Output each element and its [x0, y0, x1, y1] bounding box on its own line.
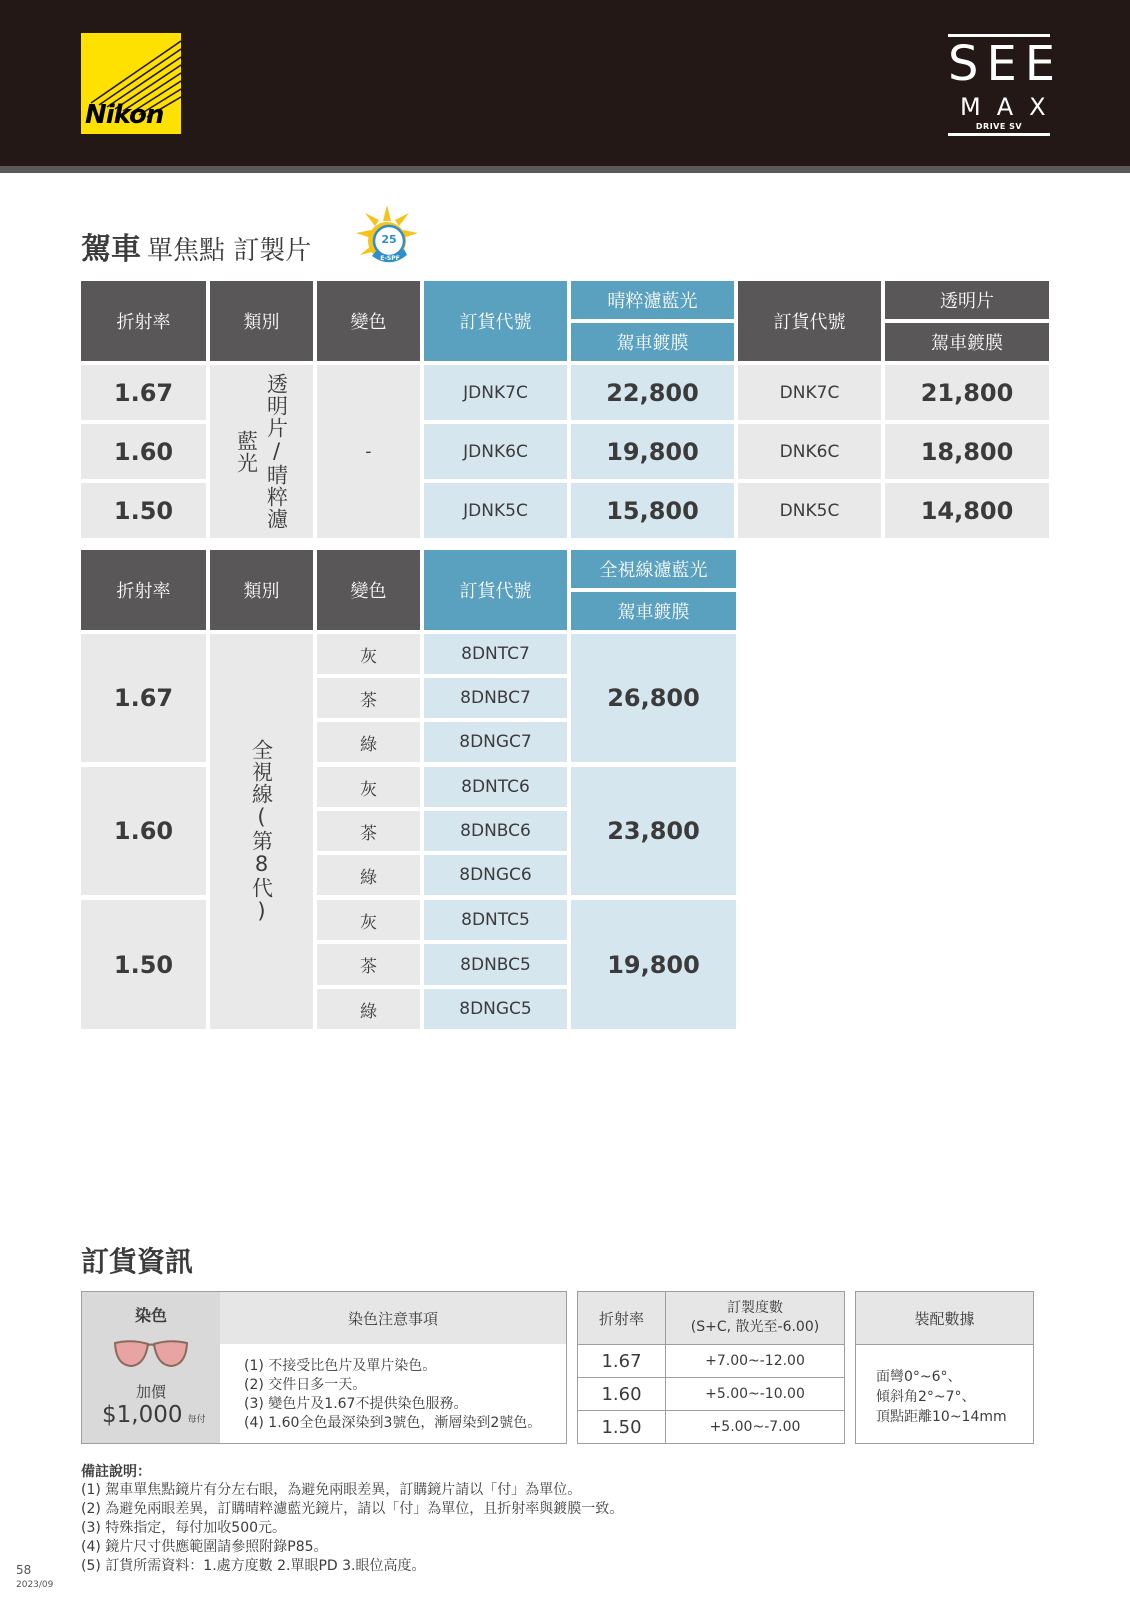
t1-row-index: 1.50 — [81, 483, 206, 538]
t1-row-price-a: 22,800 — [571, 365, 734, 420]
espf-badge-text: E-SPF — [380, 255, 400, 262]
remark-line: (5) 訂貨所需資料：1.處方度數 2.單眼PD 3.眼位高度。 — [81, 1558, 426, 1574]
page-date: 2023/09 — [16, 1580, 54, 1590]
t2-header-order-code: 訂貨代號 — [424, 550, 567, 630]
t1-header-index: 折射率 — [81, 281, 206, 361]
t2-row-color: 綠 — [317, 855, 420, 895]
seemax-logo — [948, 34, 1064, 136]
t1-header-blue-filter: 晴粹濾藍光 — [571, 281, 734, 319]
t1-photochromic-cell: - — [317, 365, 420, 538]
fitting-values — [876, 1367, 1007, 1427]
tint-price-line — [102, 1402, 220, 1434]
power-row-range: +5.00~-7.00 — [709, 1419, 801, 1435]
t2-row-code: 8DNTC5 — [424, 900, 567, 940]
t1-header-coating-a: 駕車鍍膜 — [571, 323, 734, 361]
t1-row-code-a: JDNK7C — [424, 365, 567, 420]
tint-price: $1,000 — [102, 1402, 183, 1428]
t2-row-code: 8DNGC7 — [424, 722, 567, 762]
t2-row-code: 8DNTC6 — [424, 767, 567, 807]
t2-row-color: 茶 — [317, 678, 420, 718]
remark-line: (1) 駕車單焦點鏡片有分左右眼，為避免兩眼差異，訂購鏡片請以「付」為單位。 — [81, 1482, 582, 1498]
tint-head: 染色 — [134, 1305, 167, 1325]
order-info-title: 訂貨資訊 — [81, 1245, 194, 1278]
tint-notes-head: 染色注意事項 — [220, 1292, 566, 1344]
t2-row-code: 8DNGC5 — [424, 989, 567, 1029]
page-title-bold: 駕車 — [81, 232, 141, 267]
t1-row-code-a: JDNK5C — [424, 483, 567, 538]
t2-header-blue-filter: 全視線濾藍光 — [571, 550, 736, 588]
fitting-line: 頂點距離10~14mm — [876, 1409, 1007, 1425]
t2-row-color: 茶 — [317, 811, 420, 851]
t2-row-color: 灰 — [317, 900, 420, 940]
espf-sun-icon — [352, 203, 422, 273]
t2-row-code: 8DNTC7 — [424, 634, 567, 674]
tint-box — [81, 1291, 567, 1444]
t2-header-photochromic: 變色 — [317, 550, 420, 630]
t1-row-code-b: DNK5C — [738, 483, 881, 538]
tint-addon-label: 加價 — [135, 1382, 166, 1401]
nikon-logo-text: Nikon — [85, 100, 164, 130]
remark-line: (4) 鏡片尺寸供應範圍請參照附錄P85。 — [81, 1539, 328, 1555]
power-row-index: 1.67 — [601, 1350, 642, 1372]
page-title — [81, 224, 311, 268]
t2-row-color: 綠 — [317, 989, 420, 1029]
t2-row-color: 灰 — [317, 634, 420, 674]
t2-row-color: 茶 — [317, 944, 420, 985]
tint-price-unit: 每付 — [187, 1415, 206, 1425]
t2-row-color: 灰 — [317, 767, 420, 807]
t1-header-category: 類別 — [210, 281, 313, 361]
fitting-line: 面彎0°~6°、 — [876, 1369, 962, 1385]
tint-note: (2) 交件日多一天。 — [244, 1377, 367, 1393]
power-row-range: +7.00~-12.00 — [705, 1353, 805, 1369]
remarks-list — [81, 1481, 623, 1576]
page-header — [0, 0, 1130, 166]
power-row-index: 1.60 — [601, 1383, 642, 1405]
page-title-rest: 單焦點 訂製片 — [147, 236, 312, 266]
t2-group-price: 26,800 — [571, 634, 736, 762]
power-range-box — [577, 1291, 845, 1444]
t1-row-price-b: 14,800 — [885, 483, 1049, 538]
t2-group-index: 1.60 — [81, 767, 206, 895]
t1-category-text: 透明片/晴粹濾藍光 — [234, 373, 289, 530]
power-row-index: 1.50 — [601, 1416, 642, 1438]
t1-header-clear-lens: 透明片 — [885, 281, 1049, 319]
page-number: 58 — [16, 1563, 32, 1577]
t1-header-order-code-b: 訂貨代號 — [738, 281, 881, 361]
header-stripe — [0, 166, 1130, 173]
t2-group-index: 1.67 — [81, 634, 206, 762]
seemax-max-text: MAX — [960, 93, 1062, 121]
tint-note: (3) 變色片及1.67不提供染色服務。 — [244, 1396, 468, 1412]
power-head-range-2: (S+C, 散光至-6.00) — [690, 1319, 820, 1335]
t2-header-coating: 駕車鍍膜 — [571, 592, 736, 630]
t2-row-code: 8DNBC6 — [424, 811, 567, 851]
t1-row-code-a: JDNK6C — [424, 424, 567, 479]
t1-row-code-b: DNK6C — [738, 424, 881, 479]
nikon-logo — [81, 33, 181, 134]
t1-row-price-a: 15,800 — [571, 483, 734, 538]
remarks-title: 備註說明： — [81, 1464, 151, 1480]
tint-note: (4) 1.60全色最深染到3號色，漸層染到2號色。 — [244, 1415, 542, 1431]
t1-row-index: 1.67 — [81, 365, 206, 420]
t2-group-price: 23,800 — [571, 767, 736, 895]
t1-row-price-b: 18,800 — [885, 424, 1049, 479]
power-head-range-1: 訂製度數 — [727, 1300, 783, 1316]
power-row-range: +5.00~-10.00 — [705, 1386, 805, 1402]
t1-row-price-a: 19,800 — [571, 424, 734, 479]
t1-header-order-code-a: 訂貨代號 — [424, 281, 567, 361]
t2-header-category: 類別 — [210, 550, 313, 630]
t1-row-price-b: 21,800 — [885, 365, 1049, 420]
t2-row-code: 8DNBC5 — [424, 944, 567, 985]
tint-note: (1) 不接受比色片及單片染色。 — [244, 1358, 437, 1374]
t2-group-index: 1.50 — [81, 900, 206, 1029]
fitting-box — [855, 1291, 1034, 1444]
t2-category-text: 全視線(第8代) — [249, 739, 274, 924]
t2-row-code: 8DNBC7 — [424, 678, 567, 718]
t2-category-cell — [210, 634, 313, 1029]
t1-header-coating-b: 駕車鍍膜 — [885, 323, 1049, 361]
tint-notes — [244, 1357, 541, 1433]
t1-row-index: 1.60 — [81, 424, 206, 479]
t2-row-color: 綠 — [317, 722, 420, 762]
remark-line: (3) 特殊指定，每付加收500元。 — [81, 1520, 287, 1536]
seemax-see-text: SEE — [948, 36, 1064, 92]
remark-line: (2) 為避免兩眼差異，訂購晴粹濾藍光鏡片，請以「付」為單位，且折射率與鍍膜一致。 — [81, 1501, 624, 1517]
espf-badge-number: 25 — [381, 233, 397, 246]
t2-header-index: 折射率 — [81, 550, 206, 630]
sunglasses-icon — [112, 1337, 190, 1369]
t2-group-price: 19,800 — [571, 900, 736, 1029]
fitting-head: 裝配數據 — [856, 1292, 1033, 1344]
t2-row-code: 8DNGC6 — [424, 855, 567, 895]
seemax-drive-text: DRIVE SV — [975, 122, 1023, 131]
t1-category-cell — [210, 365, 313, 538]
fitting-line: 傾斜角2°~7°、 — [876, 1389, 976, 1405]
power-head-index: 折射率 — [578, 1292, 665, 1344]
t1-row-code-b: DNK7C — [738, 365, 881, 420]
power-head-range — [666, 1292, 844, 1344]
t1-header-photochromic: 變色 — [317, 281, 420, 361]
